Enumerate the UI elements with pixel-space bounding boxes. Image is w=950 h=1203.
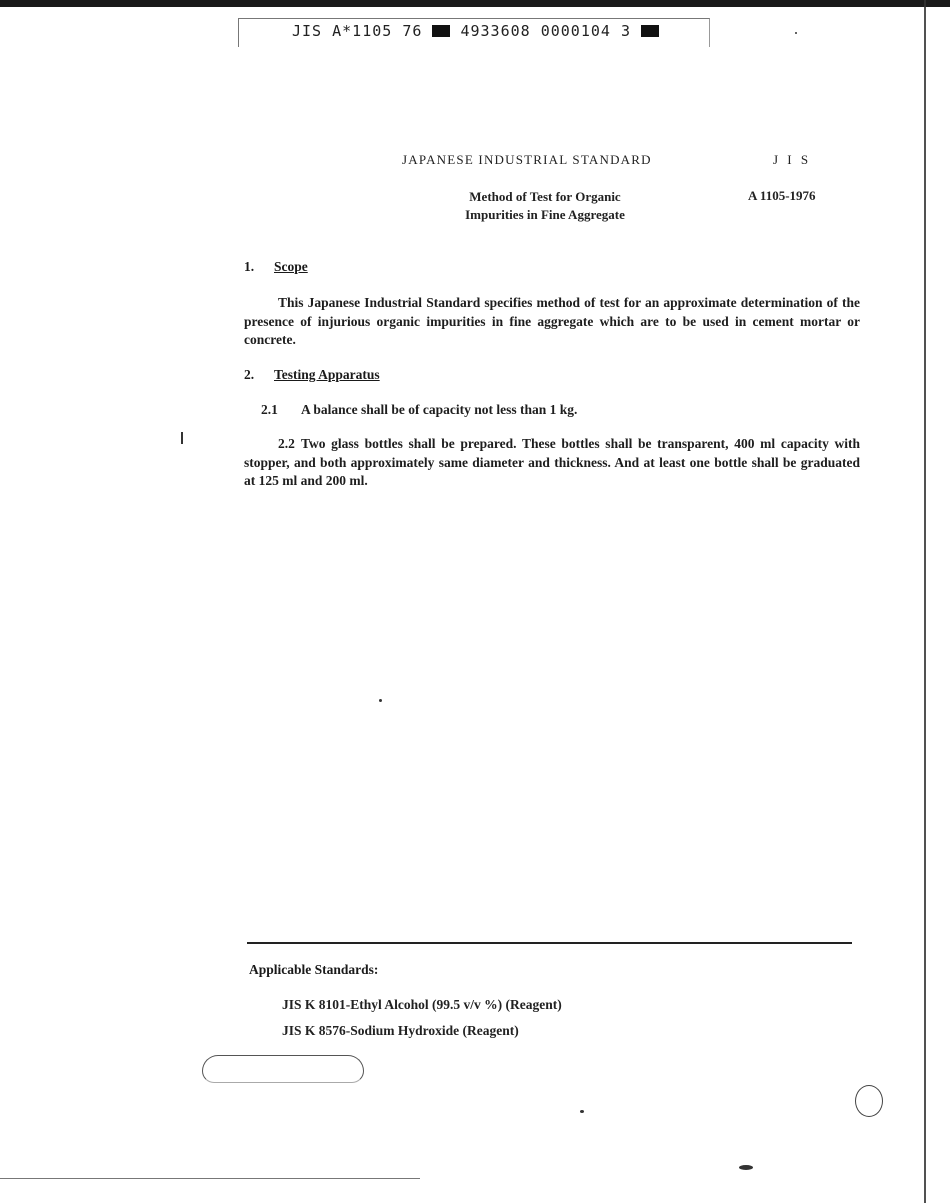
barcode-line <box>292 22 659 40</box>
section-title: Testing Apparatus <box>274 367 380 382</box>
clause-text: A balance shall be of capacity not less than 1 kg. <box>301 402 578 417</box>
scan-stamp-mark <box>202 1055 364 1083</box>
barcode-block-icon <box>641 25 659 37</box>
scan-speck <box>580 1110 584 1113</box>
method-title-line1: Method of Test for Organic <box>469 189 621 204</box>
section-heading-testing-apparatus <box>244 367 380 383</box>
barcode-mid-text: 4933608 0000104 3 <box>460 22 631 40</box>
scan-top-edge <box>0 0 950 7</box>
clause-text: Two glass bottles shall be prepared. These bottles shall be transparent, 400 ml capacity with stopper, and both approximately same diameter and thickness. And at least one bottle shall be graduated at 125 ml and 200 ml. <box>244 436 860 488</box>
clause-number: 2.1 <box>261 402 278 417</box>
scope-paragraph: This Japanese Industrial Standard specifies method of test for an approximate determination of the presence of injurious organic impurities in fine aggregate which are to be used in cement mortar or concrete. <box>244 295 860 347</box>
clause-2-1 <box>261 401 861 420</box>
section-title: Scope <box>274 259 308 274</box>
scan-circle-mark <box>855 1085 883 1117</box>
footnote-divider <box>247 942 852 944</box>
barcode-block-icon <box>432 25 450 37</box>
scan-speck <box>795 32 797 34</box>
scan-tick-mark <box>181 432 183 444</box>
applicable-standard-item: JIS K 8576-Sodium Hydroxide (Reagent) <box>282 1023 519 1038</box>
standard-title: JAPANESE INDUSTRIAL STANDARD <box>402 152 652 167</box>
method-title <box>430 188 660 224</box>
section-number: 2. <box>244 367 255 382</box>
scan-bottom-line <box>0 1178 420 1179</box>
scan-right-edge <box>924 0 926 1203</box>
clause-2-2 <box>244 435 860 491</box>
section-heading-scope <box>244 259 308 275</box>
applicable-standards-label: Applicable Standards: <box>249 962 379 977</box>
jis-mark: J I S <box>773 152 812 167</box>
barcode-left-text: JIS A*1105 76 <box>292 22 423 40</box>
section-number: 1. <box>244 259 255 274</box>
method-title-line2: Impurities in Fine Aggregate <box>465 207 625 222</box>
clause-number: 2.2 <box>278 436 295 451</box>
applicable-standard-item: JIS K 8101-Ethyl Alcohol (99.5 v/v %) (Reagent) <box>282 997 562 1012</box>
scan-speck <box>379 699 382 702</box>
scan-speck <box>739 1165 753 1170</box>
standard-number: A 1105-1976 <box>748 188 816 203</box>
